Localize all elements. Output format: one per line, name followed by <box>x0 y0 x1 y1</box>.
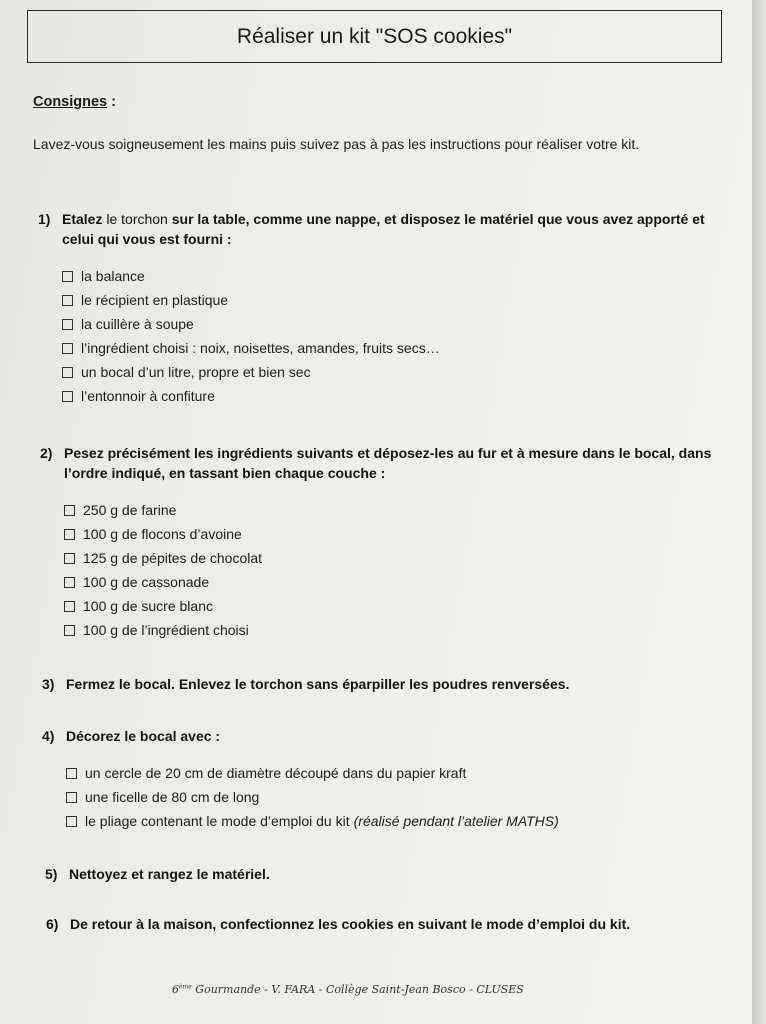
checklist-item <box>62 336 440 360</box>
checkbox-icon <box>62 295 73 306</box>
checklist-item-label: 100 g de l’ingrédient choisi <box>83 622 249 638</box>
checkbox-icon <box>62 319 73 330</box>
step-number: 3) <box>42 676 55 692</box>
checkbox-icon <box>64 529 75 540</box>
checklist-item-label: l’entonnoir à confiture <box>81 388 215 404</box>
checkbox-icon <box>66 792 77 803</box>
step-text: Pesez précisément les ingrédients suivants et déposez-les au fur et à mesure dans le bocal, dans l’ordre indiqué, en tassant bien chaque couche : <box>64 445 712 481</box>
page-title-text: Réaliser un kit "SOS cookies" <box>236 24 513 48</box>
checklist-item-label: la cuillère à soupe <box>81 316 194 332</box>
checklist-item <box>62 384 440 408</box>
checklist-item <box>62 312 440 336</box>
checklist-item <box>64 498 262 522</box>
checklist-item <box>62 360 440 384</box>
checklist-item-label: 250 g de farine <box>83 502 177 518</box>
checkbox-icon <box>64 505 75 516</box>
step-number: 6) <box>46 916 59 932</box>
footer-credits: Gourmande - V. FARA - Collège Saint-Jean Bosco - CLUSES <box>191 983 524 996</box>
checklist-item <box>66 785 559 809</box>
checkbox-icon <box>64 577 75 588</box>
checklist-item <box>64 618 262 642</box>
instructions-intro: Lavez-vous soigneusement les mains puis suivez pas à pas les instructions pour réaliser votre kit. <box>33 136 640 152</box>
page-title <box>27 10 722 63</box>
step-text-part: Etalez <box>62 211 103 227</box>
checkbox-icon <box>66 768 77 779</box>
page-edge-shadow <box>752 0 766 1024</box>
checklist-item <box>66 809 559 833</box>
checklist-materials <box>62 264 440 408</box>
consignes-heading-label: Consignes <box>33 94 108 110</box>
checklist-item-label: 100 g de cassonade <box>83 574 210 590</box>
checklist-item <box>66 761 559 785</box>
checkbox-icon <box>64 625 75 636</box>
consignes-heading <box>33 94 116 110</box>
checklist-item-label: 100 g de flocons d’avoine <box>83 526 242 542</box>
checklist-ingredients <box>64 498 262 642</box>
step-number: 4) <box>42 728 55 744</box>
step-number: 1) <box>38 211 51 227</box>
checklist-item-label: un cercle de 20 cm de diamètre découpé dans du papier kraft <box>85 765 467 781</box>
step-text: Nettoyez et rangez le matériel. <box>69 866 270 882</box>
checkbox-icon <box>64 601 75 612</box>
checklist-item <box>62 264 440 288</box>
checklist-item <box>64 546 262 570</box>
checkbox-icon <box>62 391 73 402</box>
footer-grade-superscript: ème <box>179 983 192 991</box>
checkbox-icon <box>62 271 73 282</box>
checklist-item-label: le récipient en plastique <box>81 292 229 308</box>
step-text <box>62 209 712 249</box>
page-footer <box>172 983 524 996</box>
step-text-part: le torchon <box>102 211 172 227</box>
footer-grade: 6 <box>172 983 179 996</box>
checklist-item-label: une ficelle de 80 cm de long <box>85 789 260 805</box>
checklist-decoration <box>66 761 559 833</box>
checklist-item-label: un bocal d’un litre, propre et bien sec <box>81 364 311 380</box>
checkbox-icon <box>62 343 73 354</box>
checklist-item-label: le pliage contenant le mode d’emploi du kit <box>85 813 350 829</box>
checklist-item <box>64 522 262 546</box>
checklist-item-label: 125 g de pépites de chocolat <box>83 550 263 566</box>
checkbox-icon <box>66 816 77 827</box>
step-number: 5) <box>45 866 58 882</box>
step-text: De retour à la maison, confectionnez les cookies en suivant le mode d’emploi du kit. <box>70 916 631 932</box>
checklist-item <box>64 570 262 594</box>
checklist-item-note: (réalisé pendant l’atelier MATHS) <box>353 813 559 829</box>
consignes-heading-colon: : <box>107 94 116 110</box>
checklist-item-label: l’ingrédient choisi : noix, noisettes, amandes, fruits secs… <box>81 340 440 356</box>
step-number: 2) <box>40 445 53 461</box>
step-text: Fermez le bocal. Enlevez le torchon sans éparpiller les poudres renversées. <box>66 676 570 692</box>
checkbox-icon <box>62 367 73 378</box>
step-text-part: sur la table, comme une nappe, et disposez le matériel que vous avez apporté et celui qui vous est fourni : <box>62 211 705 247</box>
checklist-item-label: la balance <box>81 268 145 284</box>
checkbox-icon <box>64 553 75 564</box>
checklist-item <box>64 594 262 618</box>
checklist-item <box>62 288 440 312</box>
checklist-item-label: 100 g de sucre blanc <box>83 598 213 614</box>
step-text: Décorez le bocal avec : <box>66 728 221 744</box>
